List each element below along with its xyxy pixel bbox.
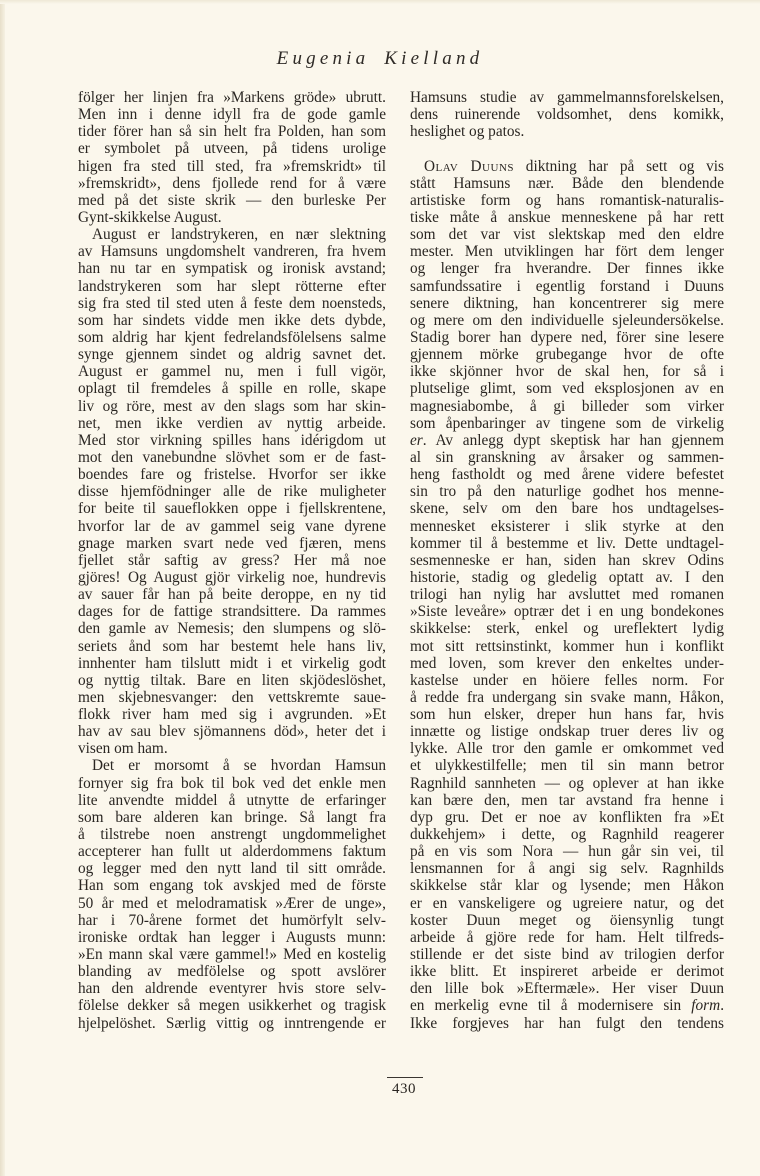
text-line: stått Hamsuns nær. Både den blendende [410,174,724,192]
text-line: stillende er det siste bind av trilogien derfor [410,946,724,964]
text-line: den gamle av Nemesis; den slumpens og slö- [78,620,386,638]
text-line: ikke skjönner hvor de skal hen, for så i [410,363,724,381]
text-line: disse hjemfödninger alle de rike muligheter [78,483,386,501]
text-line: skikkelse står klar og lysende; men Håkon [410,877,724,895]
text-line: mester. Men utviklingen har fört dem lenger [410,243,724,261]
text-line: Med stor virkning spilles hans idérigdom ut [78,431,386,449]
text-line: for beite til saueflokken oppe i fjellskrentene, [78,500,386,518]
text-line: fölelse dekker så megen usikkerhet og tragisk [78,997,386,1015]
text-line: ikke blitt. Et inspireret arbeide er derimot [410,963,724,981]
text-line: mot sitt rettsinstinkt, kommer hun i konflikt [410,637,724,655]
page-number-rule [387,1077,423,1078]
author-name-small-caps: Olav Duuns [424,157,515,175]
text-line: hvorfor lar de av gammel seig vane dyrene [78,517,386,535]
text-line: lite anvendte middel å utnytte de erfaringer [78,791,386,809]
text-line: han nu tar en sympatisk og ironisk avstand; [78,260,386,278]
text-line: Men inn i denne idyll fra de gode gamle [78,106,386,124]
text-line: magnesiabombe, å gi billeder som virker [410,397,724,415]
italic-word: form [691,997,721,1015]
text-line: artistiske form og hans romantisk-naturalis- [410,191,724,209]
text-line: og mere om den individuelle sjeleundersökelse. [410,311,724,329]
text-line: som aldrig har kjent fedrelandsfölelsens salme [78,328,386,346]
text-line: seriets ånd som har bestemt hele hans liv, [78,637,386,655]
text-line: sesmenneske er han, siden han skrev Odins [410,551,724,569]
text-line: Stadig borer han dypere ned, förer sine lesere [410,328,724,346]
text-line: er en vanskeligere og ugreiere natur, og det [410,894,724,912]
text-line: mennesket eksisterer i slik styrke at den [410,517,724,535]
text-line: »fremskridt», dens fjollede rend for å være [78,174,386,192]
text-line: med på det siste skrik — den burleske Per [78,191,386,209]
text-line: synge gjennem sindet og aldrig savnet det. [78,346,386,364]
text-line: landstrykeren som har slept rötterne efter [78,277,386,295]
text-line: av sauer får han på beite deroppe, en ny tid [78,586,386,604]
text-fragment: . [720,997,725,1015]
text-line: er symbolet på utveen, på tidens urolige [78,140,386,158]
text-fragment: . Av anlegg dypt skeptisk har han gjennem [422,431,724,449]
text-line: al sin granskning av årsaker og sammen- [410,448,724,466]
text-line: dyp gru. Det er noe av konflikten fra »Et [410,808,724,826]
text-line: tiske måte å anskue menneskene på har rett [410,208,724,226]
text-line: gjöres! Og August gjör virkelig noe, hundrevis [78,568,386,586]
text-line-paragraph-start: Det er morsomt å se hvordan Hamsun [92,757,386,775]
text-line: Han som engang tok avskjed med de förste [78,877,386,895]
text-line: flokk river ham med sig i avgrunden. »Et [78,706,386,724]
text-line [410,432,724,449]
text-line: innhenter ham tilslutt midt i et virkelig godt [78,654,386,672]
section-break [410,140,724,157]
text-line: kommer til å bestemme et liv. Dette undtagel- [410,534,724,552]
text-line: som det var vist slektskap med den eldre [410,226,724,244]
text-line: fjellet står saftig av gress? Her må noe [78,551,386,569]
text-line: av Hamsuns ungdomshelt vandreren, fra hvem [78,243,386,261]
text-line: historie, stadig og gledelig optatt av. I den [410,568,724,586]
text-line: han den aldrende eventyrer hvis store selv- [78,980,386,998]
text-line: sig fra sted til sted uten å feste dem noensteds, [78,294,386,312]
text-line: heng fastholdt og med årene videre befestet [410,466,724,484]
text-line: men skjebnesvanger: den vettskremte saue- [78,688,386,706]
text-line: som har sindets vidde men ikke dets dybde, [78,311,386,329]
text-line: fornyer sig fra bok til bok ved det enkle men [78,774,386,792]
text-line: mot den vanebundne slövhet som er de fast- [78,448,386,466]
text-line: oplagt til fremdeles å spille en rolle, skape [78,380,386,398]
running-head-author: Eugenia Kielland [276,48,484,69]
text-line: fölger her linjen fra »Markens gröde» ubrutt. [78,89,386,106]
text-line-paragraph-end: visen om ham. [78,740,168,758]
text-line: innætte og listige ondskap truer deres liv og [410,723,724,741]
left-text-column [78,89,386,1032]
text-line: skene, selv om den bare hos undtagelses- [410,500,724,518]
page-top-edge [0,0,760,4]
text-line-paragraph-start: August er landstrykeren, en nær slektning [92,226,386,244]
text-line: et ulykkestilfelle; men til sin mann betror [410,757,724,775]
text-line: å redde fra undergang sin svake mann, Håkon, [410,688,724,706]
text-line: samfundssatire i egentlig forstand i Duuns [410,277,724,295]
text-line: ironiske ordtak han legger i Augusts munn: [78,928,386,946]
text-line: liv og röre, mest av den slags som har skin- [78,397,386,415]
text-line: arbeide å gjöre rede for ham. Helt tilfreds- [410,928,724,946]
text-line: med loven, som krever den enkeltes under- [410,654,724,672]
text-line: lensmannen for å angi sig selv. Ragnhilds [410,860,724,878]
text-line: dages for de fattige strandsittere. Da rammes [78,603,386,621]
text-line: boendes fare og fristelse. Hvorfor ser ikke [78,466,386,484]
right-text-column [410,89,724,1032]
text-line: gjennem mörke grubegange hvor de ofte [410,346,724,364]
text-line: kastelse under en höiere felles norm. For [410,671,724,689]
text-line: accepterer han fullt ut alderdommens faktum [78,843,386,861]
text-line: den lille bok »Eftermæle». Her viser Duun [410,980,724,998]
text-line: som hun elsker, dreper hun hans far, hvis [410,706,724,724]
text-line: og legger med den nytt land til sitt område. [78,860,386,878]
text-fragment: en merkelig evne til å modernisere sin [410,997,682,1015]
text-line: har i 70-årene formet det humörfylt selv- [78,911,386,929]
text-line: skikkelse: sterk, enkel og ureflektert lydig [410,620,724,638]
text-line: koster Duun meget og öiensynlig tungt [410,911,724,929]
text-line: hav av sau blev sjömannens död», heter det i [78,723,386,741]
page-edge-shadow [0,0,5,1176]
text-line: å tilstrebe noen anstrengt ungdommelighet [78,826,386,844]
text-line-paragraph-end: heslighet og patos. [410,123,525,141]
text-line: gnage marken svart nede ved fjæren, mens [78,534,386,552]
italic-word: er [410,431,423,449]
text-line: blanding av medfölelse og spott avslörer [78,963,386,981]
text-line: som åpenbaringer av tingene som de virkelig [410,414,724,432]
text-line: »Siste leveåre» optrær det i en ung bondekones [410,603,724,621]
text-line: og nyttig tiltak. Bare en liten skjödeslöshet, [78,671,386,689]
text-line: August er gammel nu, men i full vigör, [78,363,386,381]
page-number: 430 [392,1081,416,1097]
text-line [410,997,724,1014]
text-line: kan bære den, men tar avstand fra henne i [410,791,724,809]
text-line: lykke. Alle tror den gamle er omkommet ved [410,740,724,758]
text-line: Ikke forgjeves har han fulgt den tendens [410,1014,724,1032]
text-line: dens ruinerende voldsomhet, dens komikk, [410,106,724,124]
text-line-section-start [410,158,724,175]
text-line: 50 år med et melodramatisk »Ærer de unge», [78,894,386,912]
text-line: dukkehjem» i dette, og Ragnhild reagerer [410,826,724,844]
text-line: senere diktning, han koncentrerer sig mere [410,294,724,312]
text-line: sin tro på den naturlige godhet hos menne- [410,483,724,501]
text-line: og lenger fra hverandre. Der finnes ikke [410,260,724,278]
text-line-paragraph-end: Gynt-skikkelse August. [78,208,222,226]
text-fragment: diktning har på sett og vis [525,157,725,175]
text-line: net, men ikke verdien av nyttig arbeide. [78,414,386,432]
text-line: tider förer han så sin helt fra Polden, han som [78,123,386,141]
text-line: hjelpelöshet. Særlig vittig og inntrengende er [78,1014,386,1032]
text-line: som bare alderen kan bringe. Så langt fra [78,808,386,826]
text-line: trilogi han nylig har avsluttet med romanen [410,586,724,604]
text-line: higen fra sted till sted, fra »fremskridt» til [78,157,386,175]
text-line: plutselige glimt, som ved eksplosjonen av en [410,380,724,398]
text-line: på en vis som Nora — hun går sin vei, til [410,843,724,861]
text-line: Hamsuns studie av gammelmannsforelskelsen, [410,89,724,106]
text-line: Ragnhild sannheten — og oplever at han ikke [410,774,724,792]
text-line: »En mann skal være gammel!» Med en kostelig [78,946,386,964]
